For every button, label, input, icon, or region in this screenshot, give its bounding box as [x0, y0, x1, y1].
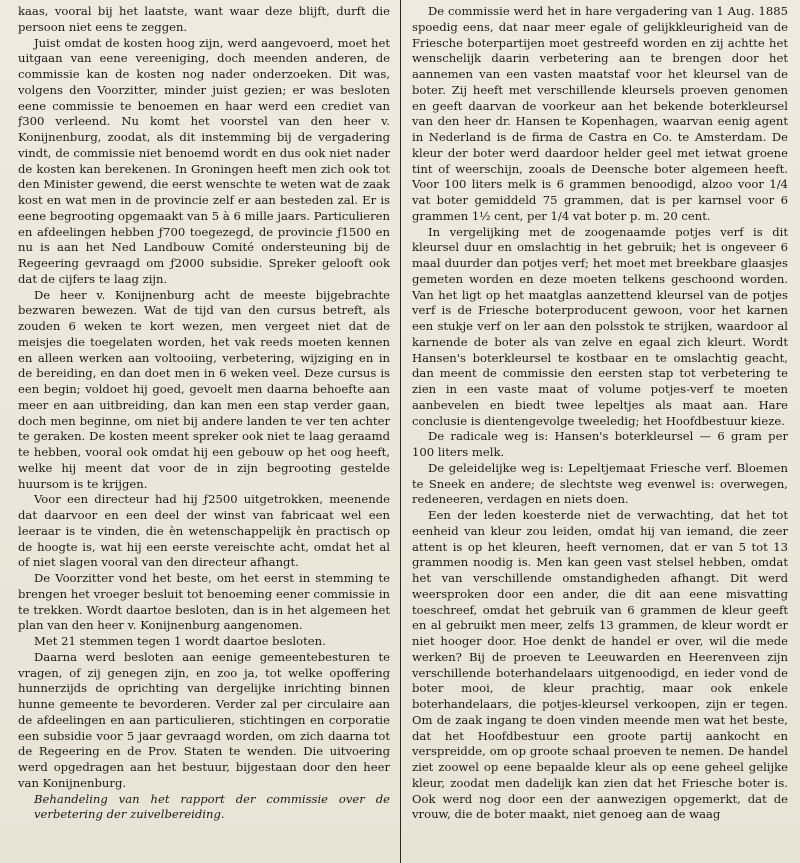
column-divider [400, 0, 401, 863]
paragraph: In vergelijking met de zoogenaamde potjes verf is dit kleursel duur en omslachtig in het gebruik; het is ongeveer 6 maal duurder dan potjes verf; het moet met breekbare glaasjes gemeten worden en deze moeten telkens geschoond worden. Van het ligt op het maatglas aanzettend kleursel van de potjes verf is de Friesche boterproducent gewoon, voor het karnen een stukje verf on ler aan den polsstok te strijken, waardoor al karnende de boter als van zelve en egaal zich kleurt. Wordt Hansen's boterkleursel te kostbaar en te omslachtig geacht, dan meent de commissie den eersten stap tot verbetering te zien in een vaste maat of volume potjes-verf te moeten aanbevelen en biedt twee lepeltjes als maat aan. Hare conclusie is dientengevolge tweeledig; het Hoofdbestuur kieze. [412, 224, 788, 428]
section-heading: Behandeling van het rapport der commissie over de verbetering der zuivelbereiding. [34, 791, 390, 822]
paragraph: Een der leden koesterde niet de verwachting, dat het tot eenheid van kleur zou leiden, omdat hij van iemand, die zeer attent is op het kleuren, heeft vernomen, dat er van 5 tot 13 grammen noodig is. Men kan geen vast stelsel hebben, omdat het van verschillende omstandigheden afhangt. Dit werd weersproken door een ander, die dit aan eene misvatting toeschreef, omdat het gebruik van 6 grammen de kleur geeft en al gebruikt men meer, zelfs 13 grammen, de kleur wordt er niet hooger door. Hoe denkt de handel er over, wil die mede werken? Bij de proeven te Leeuwarden en Heerenveen zijn verschillende boterhandelaars uitgenoodigd, en ieder vond de boter mooi, de kleur prachtig, maar ook enkele boterhandelaars, die potjes-kleursel verkoopen, zijn er tegen. Om de zaak ingang te doen vinden meende men wat het beste, dat het Hoofdbestuur een groote partij aankocht en verspreidde, om op groote schaal proeven te nemen. De handel ziet zoowel op eene bepaalde kleur als op eene geheel gelijke kleur, zoodat men dadelijk kan zien dat het Friesche boter is. Ook werd nog door een der aanwezigen opgemerkt, dat de vrouw, die de boter maakt, niet genoeg aan de waag [412, 508, 788, 822]
right-column [412, 4, 788, 859]
paragraph: De radicale weg is: Hansen's boterkleursel — 6 gram per 100 liters melk. [412, 429, 788, 459]
paragraph: Voor een directeur had hij ƒ2500 uitgetrokken, meenende dat daarvoor en een deel der winst van fabricaat wel een leeraar is te vinden, die èn wetenschappelijk èn practisch op de hoogte is, wat hij een eerste vereischte acht, omdat het al of niet slagen vooral van den directeur afhangt. [18, 492, 390, 570]
paragraph: De heer v. Konijnenburg acht de meeste bijgebrachte bezwaren bewezen. Wat de tijd van den cursus betreft, als zouden 6 weken te kort wezen, men vergeet niet dat de meisjes die toegelaten worden, het vak reeds moeten kennen en alleen werken aan voltooiing, verbetering, wijziging en in de bereiding, en dan doet men in 6 weken veel. Deze cursus is een begin; voldoet hij goed, gevoelt men daarna behoefte aan meer en aan uitbreiding, dan kan men een stap verder gaan, doch men beginne, om niet bij andere landen te ver ten achter te geraken. De kosten meent spreker ook niet te laag geraamd te hebben, vooral ook omdat hij een gebouw op het oog heeft, welke hij meent dat voor de in zijn begrooting gestelde huursom is te krijgen. [18, 287, 390, 491]
paragraph: kaas, vooral bij het laatste, want waar deze blijft, durft die persoon niet eens te zeggen. [18, 4, 390, 34]
paragraph: Met 21 stemmen tegen 1 wordt daartoe besloten. [34, 634, 326, 648]
paragraph: Juist omdat de kosten hoog zijn, werd aangevoerd, moet het uitgaan van eene vereeniging, doch meenden anderen, de commissie kan de kosten nog nader onderzoeken. Dit was, volgens den Voorzitter, minder juist gezien; er was besloten eene commissie te benoemen en haar werd een crediet van ƒ300 verleend. Nu komt het voorstel van den heer v. Konijnenburg, zoodat, als dit instemming bij de vergadering vindt, de commissie niet benoemd wordt en dus ook niet nader de kosten kan berekenen. In Groningen heeft men zich ook tot den Minister gewend, die eerst wenschte te weten wat de zaak kost en wat men in de provincie zelf er aan besteden zal. Er is eene begrooting opgemaakt van 5 à 6 mille jaars. Particulieren en afdeelingen hebben ƒ700 toegezegd, de provincie ƒ1500 en nu is aan het Ned Landbouw Comité ondersteuning bij de Regeering gevraagd om ƒ2000 subsidie. Spreker gelooft ook dat de cijfers te laag zijn. [18, 35, 390, 286]
paragraph: Daarna werd besloten aan eenige gemeentebesturen te vragen, of zij genegen zijn, en zoo ja, tot welke opoffering hunnerzijds de oprichting van dergelijke inrichting binnen hunne gemeente te bevorderen. Verder zal per circulaire aan de afdeelingen en aan particulieren, stichtingen en corporatie een subsidie voor 5 jaar gevraagd worden, om zich daarna tot de Regeering en de Prov. Staten te wenden. Die uitvoering werd opgedragen aan het bestuur, bijgestaan door den heer van Konijnenburg. [18, 649, 390, 790]
paragraph: De commissie werd het in hare vergadering van 1 Aug. 1885 spoedig eens, dat naar meer egale of gelijkkleurigheid van de Friesche boterpartijen moet gestreefd worden en zij achtte het wenschelijk daarin verbetering aan te brengen door het aannemen van een vasten maatstaf voor het kleursel van de boter. Zij heeft met verschillende kleursels proeven genomen en geeft daarvan de voorkeur aan het bekende boterkleursel van den heer dr. Hansen te Kopenhagen, waarvan eenig agent in Nederland is de firma de Castra en Co. te Amsterdam. De kleur der boter werd daardoor helder geel met ietwat groene tint of weerschijn, zooals de Deensche boter algemeen heeft. Voor 100 liters melk is 6 grammen benoodigd, alzoo voor 1/4 vat boter gemiddeld 75 grammen, dat is per karnsel voor 6 grammen 1½ cent, per 1/4 vat boter p. m. 20 cent. [412, 4, 788, 223]
paragraph: De geleidelijke weg is: Lepeltjemaat Friesche verf. Bloemen te Sneek en andere; de slechtste weg evenwel is: overwegen, redeneeren, verdagen en niets doen. [412, 460, 788, 507]
paragraph: De Voorzitter vond het beste, om het eerst in stemming te brengen het vroeger besluit tot benoeming eener commissie in te trekken. Wordt daartoe besloten, dan is in het algemeen het plan van den heer v. Konijnenburg aangenomen. [18, 571, 390, 633]
left-column [18, 4, 390, 859]
